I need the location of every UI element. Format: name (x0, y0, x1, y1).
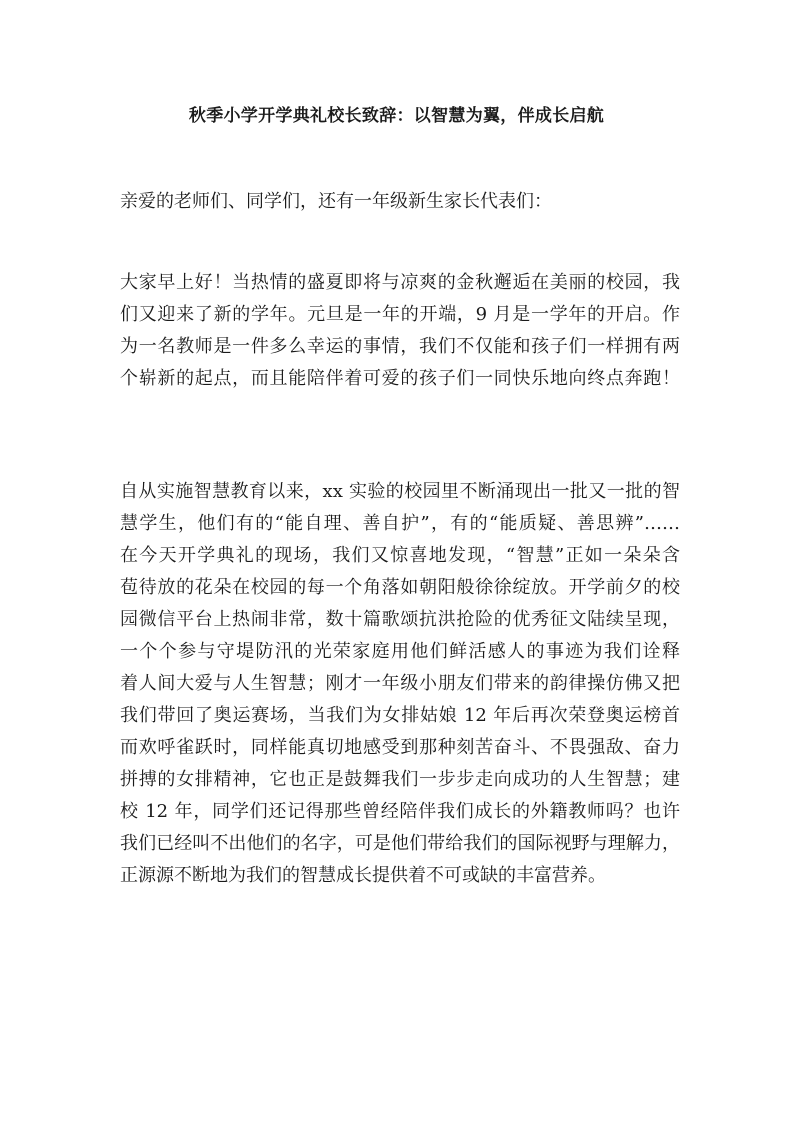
paragraph-line: 园微信平台上热闹非常，数十篇歌颂抗洪抢险的优秀征文陆续呈现， (120, 609, 680, 630)
paragraph-line: 个崭新的起点，而且能陪伴着可爱的孩子们一同快乐地向终点奔跑！ (120, 368, 680, 389)
paragraph-line: 而欢呼雀跃时，同样能真切地感受到那种刻苦奋斗、不畏强敌、奋力 (120, 737, 680, 758)
paragraph-line: 我们已经叫不出他们的名字，可是他们带给我们的国际视野与理解力， (120, 833, 680, 854)
paragraph-line: 一个个参与守堤防汛的光荣家庭用他们鲜活感人的事迹为我们诠释 (120, 641, 680, 662)
greeting-paragraph (120, 186, 680, 218)
paragraph-line: 校 12 年，同学们还记得那些曾经陪伴我们成长的外籍教师吗？也许 (120, 801, 680, 822)
paragraph-line: 在今天开学典礼的现场，我们又惊喜地发现，“智慧”正如一朵朵含 (120, 545, 680, 566)
paragraph-line: 正源源不断地为我们的智慧成长提供着不可或缺的丰富营养。 (120, 865, 606, 886)
paragraph-line: 拼搏的女排精神，它也正是鼓舞我们一步步走向成功的人生智慧；建 (120, 769, 680, 790)
paragraph-2 (120, 476, 680, 892)
greeting-line: 亲爱的老师们、同学们，还有一年级新生家长代表们： (120, 191, 552, 212)
paragraph-line: 我们带回了奥运赛场，当我们为女排姑娘 12 年后再次荣登奥运榜首 (120, 705, 680, 726)
paragraph-line: 慧学生，他们有的“能自理、善自护”，有的“能质疑、善思辨”…… (120, 513, 680, 534)
paragraph-line: 为一名教师是一件多么幸运的事情，我们不仅能和孩子们一样拥有两 (120, 336, 680, 357)
paragraph-line: 自从实施智慧教育以来，xx 实验的校园里不断涌现出一批又一批的智 (120, 481, 680, 502)
paragraph-1 (120, 267, 680, 395)
paragraph-line: 们又迎来了新的学年。元旦是一年的开端，9 月是一学年的开启。作 (120, 304, 680, 325)
paragraph-line: 苞待放的花朵在校园的每一个角落如朝阳般徐徐绽放。开学前夕的校 (120, 577, 680, 598)
paragraph-line: 大家早上好！当热情的盛夏即将与凉爽的金秋邂逅在美丽的校园，我 (120, 272, 680, 293)
paragraph-line: 着人间大爱与人生智慧；刚才一年级小朋友们带来的韵律操仿佛又把 (120, 673, 680, 694)
document-title: 秋季小学开学典礼校长致辞：以智慧为翼，伴成长启航 (188, 106, 605, 126)
